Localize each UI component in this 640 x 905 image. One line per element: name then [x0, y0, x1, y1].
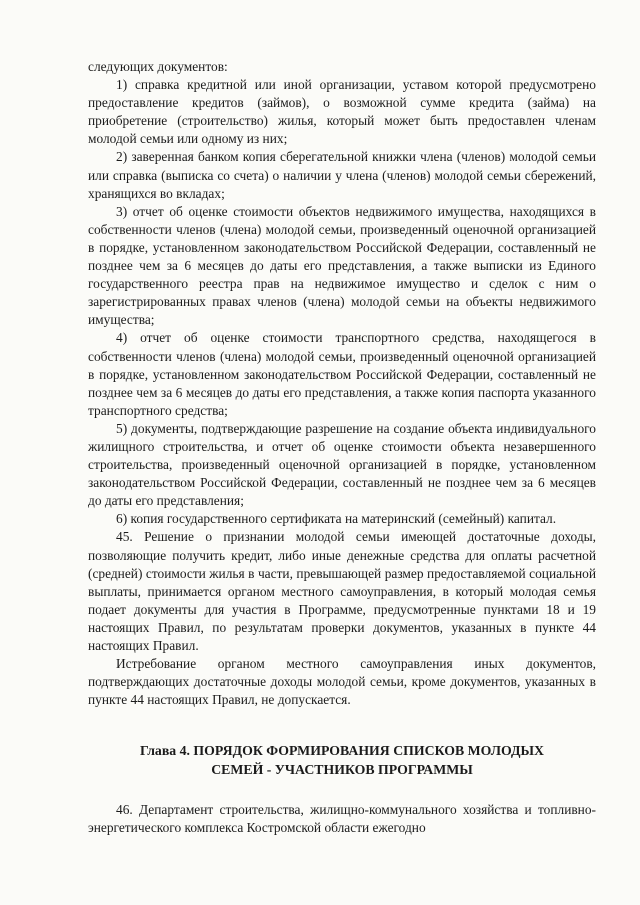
list-item-6: 6) копия государственного сертификата на материнский (семейный) капитал. [116, 511, 557, 527]
list-item-1: 1) справка кредитной или иной организации, уставом которой предусмотрено предоставление кредитов (займов), о возможной сумме кредита (займа) на приобретение (строительство) жилья, который может быть предоставлен членам молодой семьи или одному из них; [88, 77, 596, 147]
paragraph-46: 46. Департамент строительства, жилищно-коммунального хозяйства и топливно-энергетического комплекса Костромской области ежегодно [88, 802, 596, 836]
chapter-heading-line-2: СЕМЕЙ - УЧАСТНИКОВ ПРОГРАММЫ [211, 762, 473, 778]
paragraph-45-continued: Истребование органом местного самоуправления иных документов, подтверждающих достаточные доходы молодой семьи, кроме документов, указанных в пункте 44 настоящих Правил, не допускается. [88, 656, 596, 708]
chapter-heading-line-1: Глава 4. ПОРЯДОК ФОРМИРОВАНИЯ СПИСКОВ МОЛОДЫХ [139, 743, 545, 759]
intro-line: следующих документов: [88, 59, 228, 74]
list-item-2: 2) заверенная банком копия сберегательной книжки члена (членов) молодой семьи или справка (выписка со счета) о наличии у члена (членов) молодой семьи сбережений, хранящихся во вкладах; [88, 149, 596, 201]
chapter-heading [88, 741, 596, 779]
document-body [88, 58, 596, 838]
list-item-3: 3) отчет об оценке стоимости объектов недвижимого имущества, находящихся в собственности членов (члена) молодой семьи, произведенный оценочной организацией в порядке, установленном законодательством Российской Федерации, составленный не позднее чем за 6 месяцев до даты его представления, а также выписки из Единого государственного реестра прав на недвижимое имущество и сделок с ним о зарегистрированных правах членов (члена) молодой семьи на объекты недвижимого имущества; [88, 203, 596, 328]
paragraph-45: 45. Решение о признании молодой семьи имеющей достаточные доходы, позволяющие получить кредит, либо иные денежные средства для оплаты расчетной (средней) стоимости жилья в части, превышающей размер предоставляемой социальной выплаты, принимается органом местного самоуправления, в который молодая семья подает документы для участия в Программе, предусмотренные пунктами 18 и 19 настоящих Правил, по результатам проверки документов, указанных в пункте 44 настоящих Правил. [88, 529, 596, 653]
list-item-5: 5) документы, подтверждающие разрешение на создание объекта индивидуального жилищного строительства, и отчет об оценке стоимости объекта незавершенного строительства, произведенный оценочной организацией в порядке, установленном законодательством Российской Федерации, составленный не позднее чем за 6 месяцев до даты его представления; [88, 420, 596, 509]
list-item-4: 4) отчет об оценке стоимости транспортного средства, находящегося в собственности членов (члена) молодой семьи, произведенный оценочной организацией в порядке, установленном законодательством Российской Федерации, составленный не позднее чем за 6 месяцев до даты его представления, а также копия паспорта указанного транспортного средства; [88, 330, 596, 418]
